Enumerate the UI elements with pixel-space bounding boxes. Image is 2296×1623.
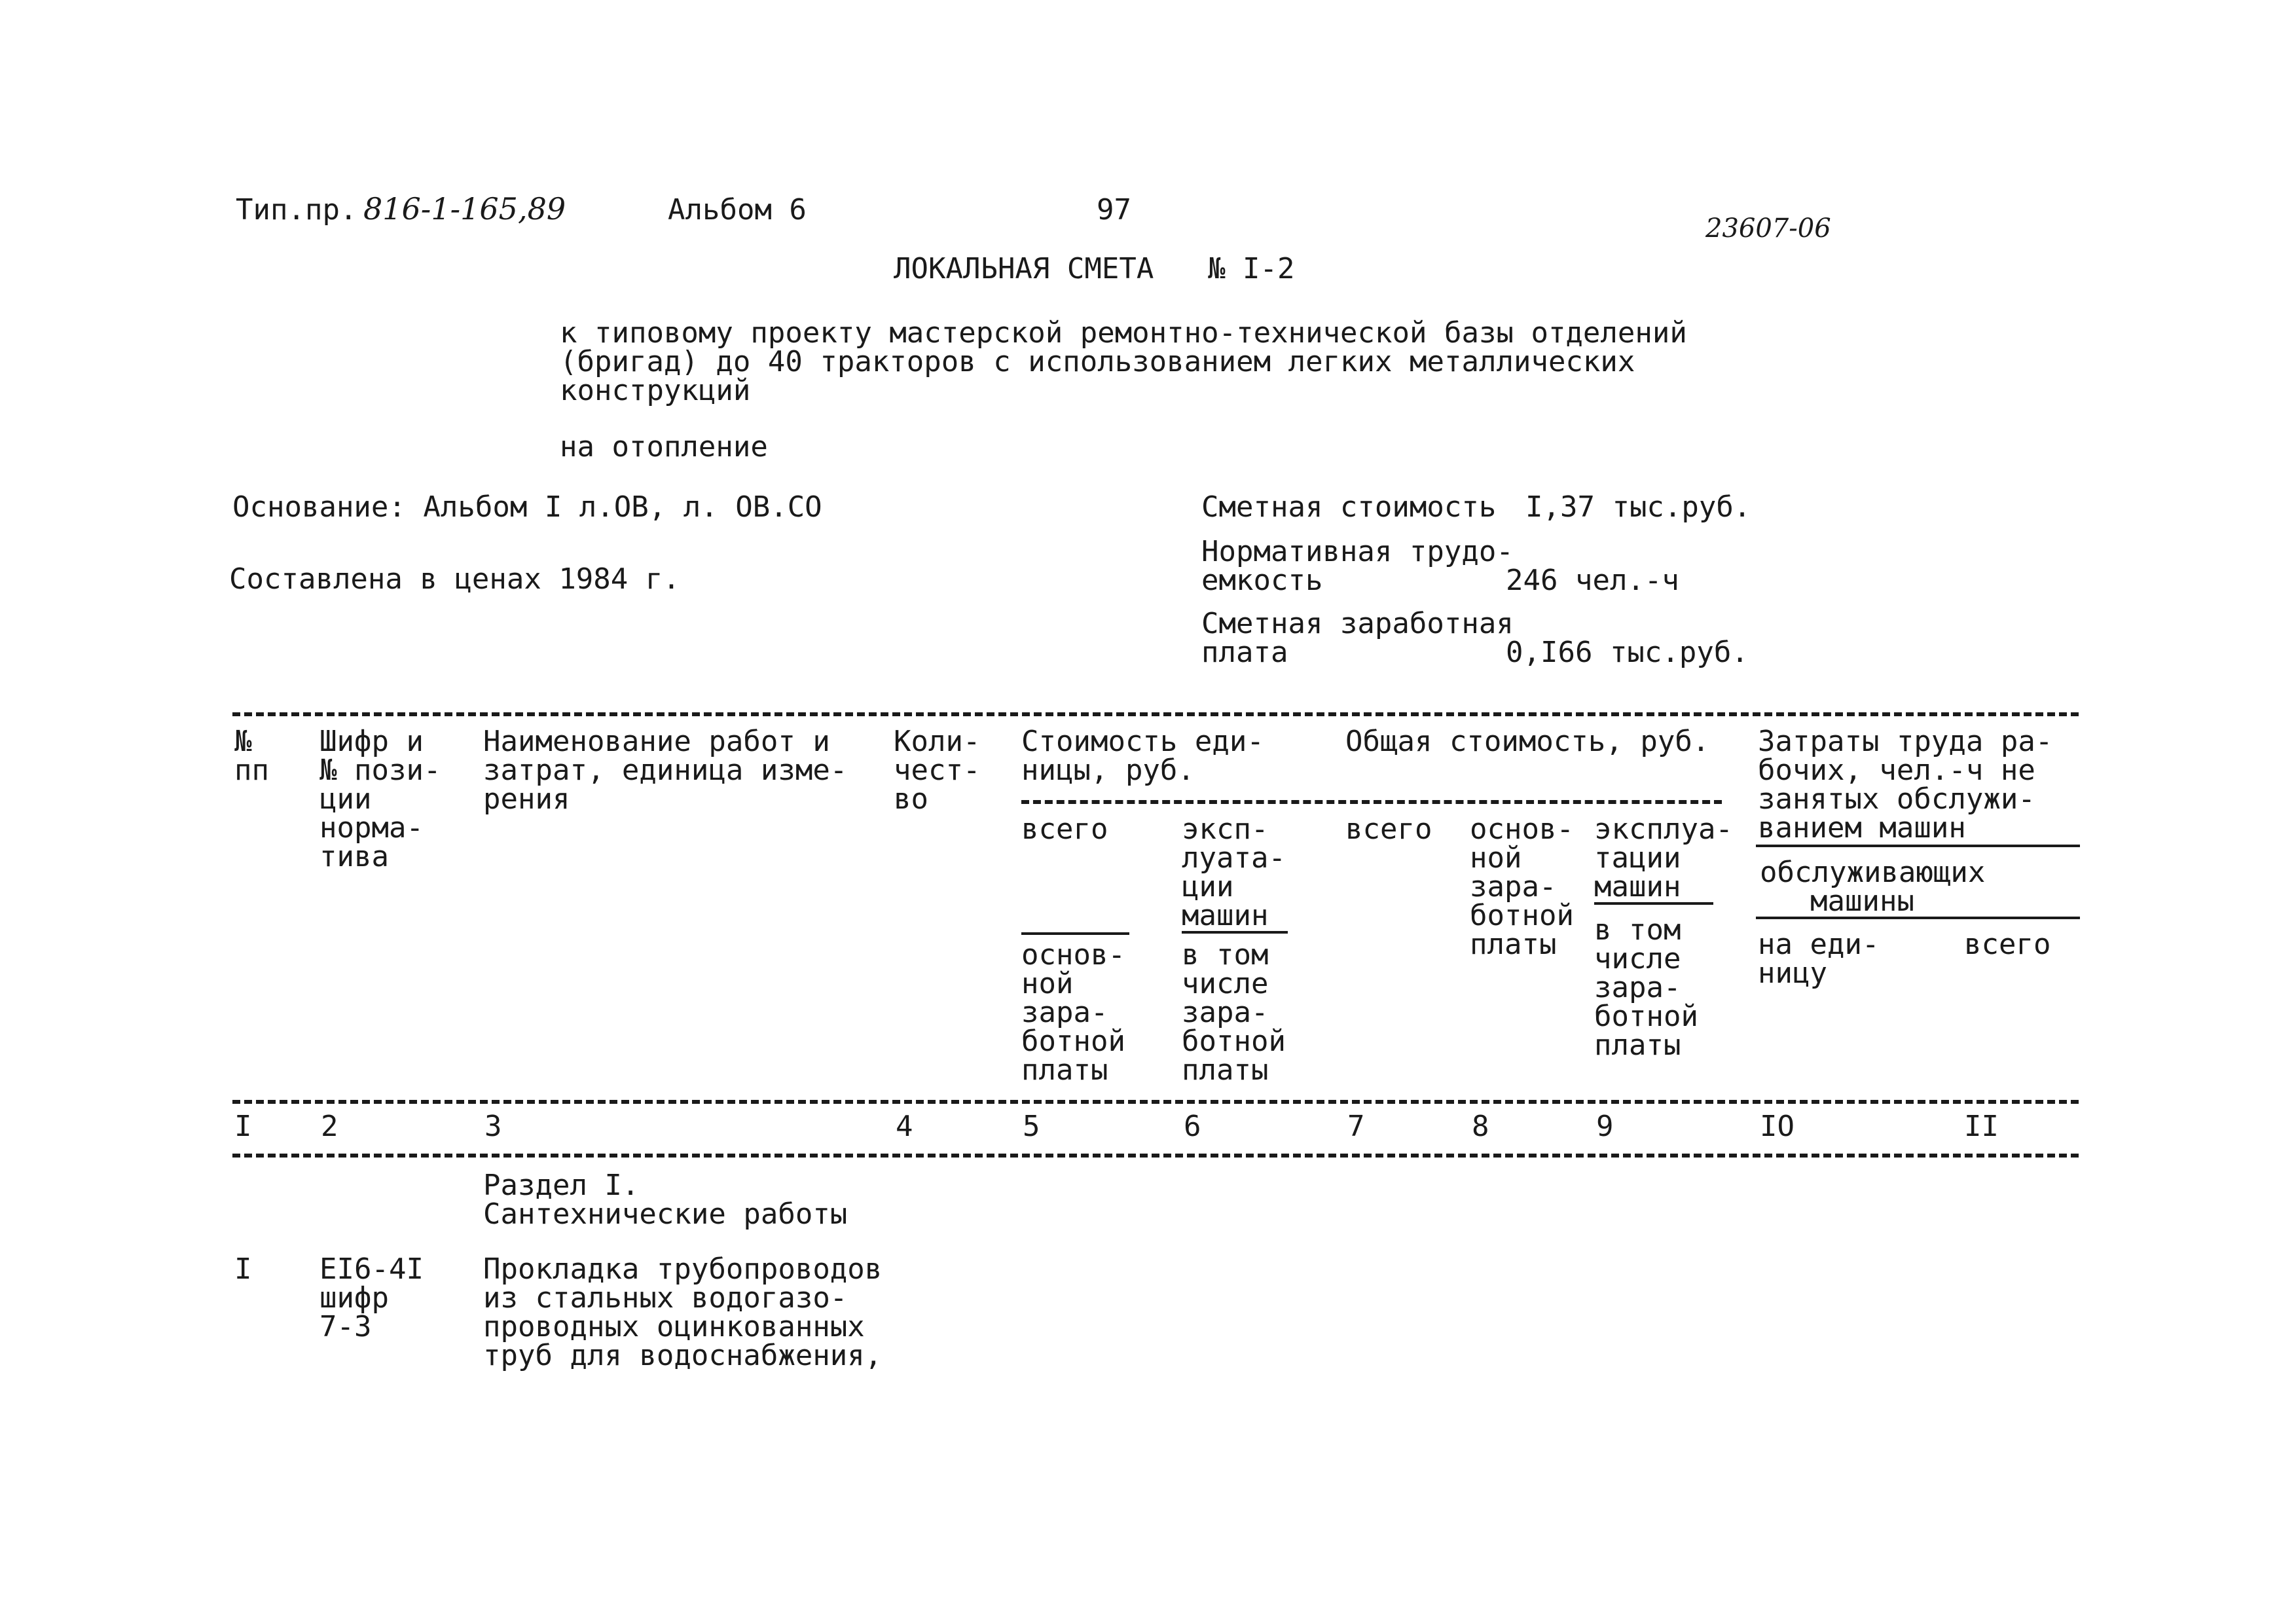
column-number: 4 xyxy=(896,1110,913,1143)
labor-label-2: емкость xyxy=(1201,564,1323,597)
c6-bot-head-2: числе xyxy=(1182,967,1269,1000)
album-label: Альбом 6 xyxy=(668,193,807,227)
unit-cost-head-2: ницы, руб. xyxy=(1021,754,1195,787)
col-code-head-2: № пози- xyxy=(319,754,441,787)
cost-label: Сметная стоимость xyxy=(1201,490,1497,524)
labor-head-2: бочих, чел.-ч не xyxy=(1758,754,2035,787)
basis: Основание: Альбом I л.ОВ, л. ОВ.СО xyxy=(232,490,822,524)
c8-head-3: зара- xyxy=(1470,870,1557,903)
estimate-number: № I-2 xyxy=(1208,252,1295,285)
c9-bot-head-1: в том xyxy=(1594,913,1681,947)
labor-label-1: Нормативная трудо- xyxy=(1201,535,1514,568)
column-numbers-rule xyxy=(232,1154,2079,1158)
column-number: 2 xyxy=(321,1110,338,1143)
labor-sub-divider xyxy=(1756,917,2080,919)
c6-top-head-3: ции xyxy=(1182,870,1234,903)
tip-prefix: Тип.пр. xyxy=(236,193,357,227)
subject-line-1: к типовому проекту мастерской ремонтно-технической базы отделений xyxy=(560,316,1687,350)
row-code-2: шифр xyxy=(319,1281,389,1315)
unit-cost-head-1: Стоимость еди- xyxy=(1021,725,1264,758)
tip-number: 816-1-165,89 xyxy=(363,191,566,227)
col-code-head-1: Шифр и xyxy=(319,725,424,758)
c5-bot-head-2: ной xyxy=(1021,967,1074,1000)
col-code-head-3: ции xyxy=(319,782,372,816)
c5-bot-head-1: основ- xyxy=(1021,938,1125,972)
wage-label-2: плата xyxy=(1201,636,1288,669)
c10-head-1: на еди- xyxy=(1758,928,1880,961)
c5-bot-head-5: платы xyxy=(1021,1053,1108,1087)
labor-head-1: Затраты труда ра- xyxy=(1758,725,2053,758)
c11-head: всего xyxy=(1964,928,2051,961)
labor-divider xyxy=(1756,845,2080,847)
section-title-2: Сантехнические работы xyxy=(483,1197,848,1231)
labor-value: 246 чел.-ч xyxy=(1506,564,1679,597)
row-code-3: 7-3 xyxy=(319,1310,372,1343)
c6-top-head-4: машин xyxy=(1182,901,1288,934)
column-number: IO xyxy=(1760,1110,1795,1143)
c6-bot-head-5: платы xyxy=(1182,1053,1269,1087)
row-name-3: проводных оцинкованных xyxy=(483,1310,865,1343)
c6-bot-head-4: ботной xyxy=(1182,1025,1286,1058)
row-code-1: EI6-4I xyxy=(319,1252,424,1286)
unit-cost-divider xyxy=(1021,800,1722,804)
c6-bot-head-3: зара- xyxy=(1182,996,1269,1029)
c9-bot-head-5: платы xyxy=(1594,1029,1681,1062)
row-name-2: из стальных водогазо- xyxy=(483,1281,848,1315)
cost-value: I,37 тыс.руб. xyxy=(1525,490,1751,524)
col-name-head-2: затрат, единица изме- xyxy=(483,754,848,787)
labor-head-3: занятых обслужи- xyxy=(1758,782,2035,816)
c6-top-head-1: эксп- xyxy=(1182,812,1269,846)
col-name-head-1: Наименование работ и xyxy=(483,725,830,758)
row-number: I xyxy=(234,1252,252,1286)
subject-for: на отопление xyxy=(560,430,768,464)
subject-line-3: конструкций xyxy=(560,374,751,407)
c9-bot-head-4: ботной xyxy=(1594,1000,1698,1033)
labor-head-4: ванием машин xyxy=(1758,811,1966,845)
col-qty-head-2: чест- xyxy=(894,754,981,787)
row-name-1: Прокладка трубопроводов xyxy=(483,1252,883,1286)
column-number: I xyxy=(234,1110,252,1143)
c8-head-4: ботной xyxy=(1470,899,1574,932)
c8-head-1: основ- xyxy=(1470,812,1574,846)
c7-head: всего xyxy=(1345,812,1432,846)
c9-bot-head-2: числе xyxy=(1594,942,1681,976)
subject-line-2: (бригад) до 40 тракторов с использованием легких металлических xyxy=(560,345,1635,378)
column-number: 8 xyxy=(1472,1110,1489,1143)
c9-top-head-3: машин xyxy=(1594,872,1713,905)
c5-top-head: всего xyxy=(1021,812,1108,846)
c5-bot-head-3: зара- xyxy=(1021,996,1108,1029)
col-code-head-5: тива xyxy=(319,840,389,873)
header-bottom-rule xyxy=(232,1100,2079,1104)
column-number: 6 xyxy=(1184,1110,1201,1143)
labor-sub-head-2: машины xyxy=(1810,884,1914,918)
total-cost-head: Общая стоимость, руб. xyxy=(1345,725,1710,758)
document-code: 23607-06 xyxy=(1705,213,1831,244)
c9-top-head-2: тации xyxy=(1594,841,1681,875)
col-qty-head-1: Коли- xyxy=(894,725,981,758)
col-num-head-2: пп xyxy=(234,754,269,787)
column-number: 3 xyxy=(484,1110,502,1143)
wage-value: 0,I66 тыс.руб. xyxy=(1506,636,1749,669)
col-num-head-1: № xyxy=(234,725,252,758)
prices-year: Составлена в ценах 1984 г. xyxy=(229,562,680,596)
c9-top-head-1: эксплуа- xyxy=(1594,812,1733,846)
column-number: 7 xyxy=(1347,1110,1365,1143)
section-title-1: Раздел I. xyxy=(483,1169,640,1202)
col-qty-head-3: во xyxy=(894,782,928,816)
column-number: 9 xyxy=(1596,1110,1614,1143)
c10-head-2: ницу xyxy=(1758,957,1827,990)
c5-divider xyxy=(1021,932,1129,935)
c6-top-head-2: луата- xyxy=(1182,841,1286,875)
column-number: 5 xyxy=(1023,1110,1040,1143)
c8-head-2: ной xyxy=(1470,841,1522,875)
column-number: II xyxy=(1964,1110,1999,1143)
wage-label-1: Сметная заработная xyxy=(1201,607,1514,640)
c9-bot-head-3: зара- xyxy=(1594,971,1681,1004)
col-code-head-4: норма- xyxy=(319,811,424,845)
col-name-head-3: рения xyxy=(483,782,570,816)
labor-sub-head-1: обслуживающих xyxy=(1760,856,1986,889)
c5-bot-head-4: ботной xyxy=(1021,1025,1125,1058)
c8-head-5: платы xyxy=(1470,928,1557,961)
page-number: 97 xyxy=(1097,193,1131,227)
document-title: ЛОКАЛЬНАЯ СМЕТА xyxy=(894,252,1154,285)
c6-bot-head-1: в том xyxy=(1182,938,1269,972)
table-top-rule xyxy=(232,712,2079,716)
row-name-4: труб для водоснабжения, xyxy=(483,1339,883,1372)
